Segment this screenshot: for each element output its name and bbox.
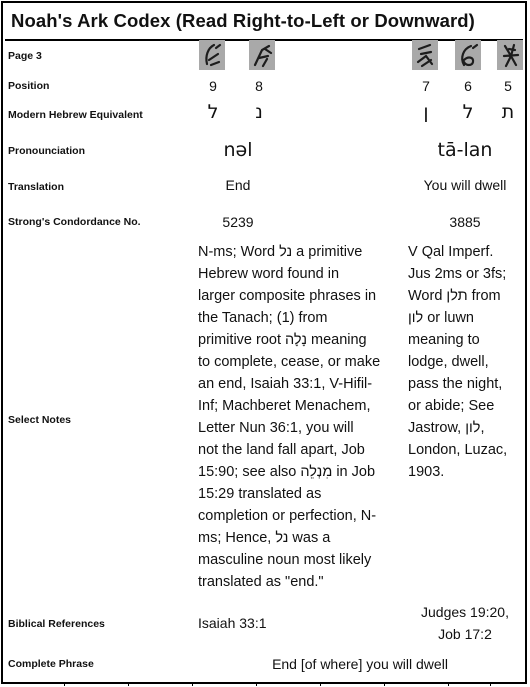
- notes-line: 15:90; see also מִנְלֵה in Job: [198, 464, 376, 480]
- hebrew-letter-5: ת: [501, 101, 515, 123]
- notes-line: primitive root נָלָה meaning: [198, 332, 367, 348]
- notes-line: translated as "end.": [198, 574, 324, 590]
- notes-line: the Tanach; (1) from: [198, 310, 328, 326]
- notes-line: masculine noun most likely: [198, 552, 372, 568]
- glyph-6-icon: [455, 40, 481, 70]
- hebrew-letter-8: נ: [255, 101, 263, 123]
- notes-line: Jastrow, לון,: [408, 420, 485, 436]
- pronunciation-word-2: tā-lan: [437, 139, 493, 161]
- column-tick: [448, 682, 449, 686]
- row-label-hebrew: Modern Hebrew Equivalent: [8, 109, 143, 121]
- strongs-number-word-1: 5239: [222, 214, 254, 230]
- translation-word-2: You will dwell: [423, 177, 507, 193]
- notes-line: lodge, dwell,: [408, 354, 489, 370]
- notes-line: not the land fall apart, Job: [198, 442, 365, 458]
- pronunciation-word-1: nəl: [223, 139, 253, 161]
- notes-line: לון or luwn: [408, 310, 474, 326]
- column-tick: [128, 682, 129, 686]
- notes-line: Letter Nun 36:1, you will: [198, 420, 354, 436]
- notes-line: meaning to: [408, 332, 480, 348]
- notes-line: Hebrew word found in: [198, 266, 340, 282]
- notes-line: Jus 2ms or 3fs;: [408, 266, 507, 282]
- translation-word-1: End: [225, 177, 251, 193]
- notes-line: an end, Isaiah 33:1, V-Hifil-: [198, 376, 373, 392]
- column-tick: [384, 682, 385, 686]
- notes-line: ms; Hence, נל was a: [198, 530, 331, 546]
- position-8: 8: [255, 78, 263, 94]
- complete-phrase: End [of where] you will dwell: [272, 656, 448, 672]
- notes-line: 1903.: [408, 464, 445, 480]
- notes-line: 15:29 translated as: [198, 486, 322, 502]
- row-label-phrase: Complete Phrase: [8, 658, 94, 670]
- reference-word-2-line-2: Job 17:2: [438, 626, 492, 642]
- notes-line: completion or perfection, N-: [198, 508, 377, 524]
- position-5: 5: [504, 78, 512, 94]
- notes-word-1: [198, 241, 380, 593]
- notes-line: V Qal Imperf.: [408, 244, 494, 260]
- notes-line: London, Luzac,: [408, 442, 508, 458]
- column-tick: [320, 682, 321, 686]
- glyph-7-icon: [412, 40, 438, 70]
- glyph-9-icon: [199, 40, 225, 70]
- row-label-page: Page 3: [8, 50, 42, 62]
- hebrew-letter-7: ן: [423, 101, 429, 123]
- notes-word-2: [408, 241, 507, 483]
- row-label-references: Biblical References: [8, 618, 105, 630]
- notes-line: or abide; See: [408, 398, 495, 414]
- hebrew-letter-6: ל: [462, 101, 474, 123]
- strongs-number-word-2: 3885: [449, 214, 481, 230]
- page-title: Noah's Ark Codex (Read Right-to-Left or Downward): [11, 10, 475, 31]
- notes-line: N-ms; Word נל a primitive: [198, 244, 363, 260]
- position-9: 9: [209, 78, 217, 94]
- reference-word-2-line-1: Judges 19:20,: [421, 604, 509, 620]
- column-tick: [192, 682, 193, 686]
- notes-line: Word תלן from: [408, 288, 501, 304]
- notes-line: pass the night,: [408, 376, 503, 392]
- row-label-position: Position: [8, 80, 50, 92]
- column-tick: [64, 682, 65, 686]
- row-label-pronunciation: Pronounciation: [8, 145, 85, 157]
- position-6: 6: [464, 78, 472, 94]
- reference-word-1: Isaiah 33:1: [198, 615, 267, 631]
- row-label-translation: Translation: [8, 181, 65, 193]
- row-label-strongs: Strong's Condordance No.: [8, 216, 141, 228]
- notes-line: to complete, cease, or make: [198, 354, 381, 370]
- notes-line: larger composite phrases in: [198, 288, 377, 304]
- hebrew-letter-9: ל: [207, 101, 219, 123]
- notes-line: Inf; Machberet Menachem,: [198, 398, 371, 414]
- glyph-8-icon: [249, 40, 275, 70]
- column-tick: [256, 682, 257, 686]
- row-label-notes: Select Notes: [8, 414, 72, 426]
- position-7: 7: [422, 78, 430, 94]
- glyph-5-icon: [497, 40, 523, 70]
- column-tick: [490, 682, 491, 686]
